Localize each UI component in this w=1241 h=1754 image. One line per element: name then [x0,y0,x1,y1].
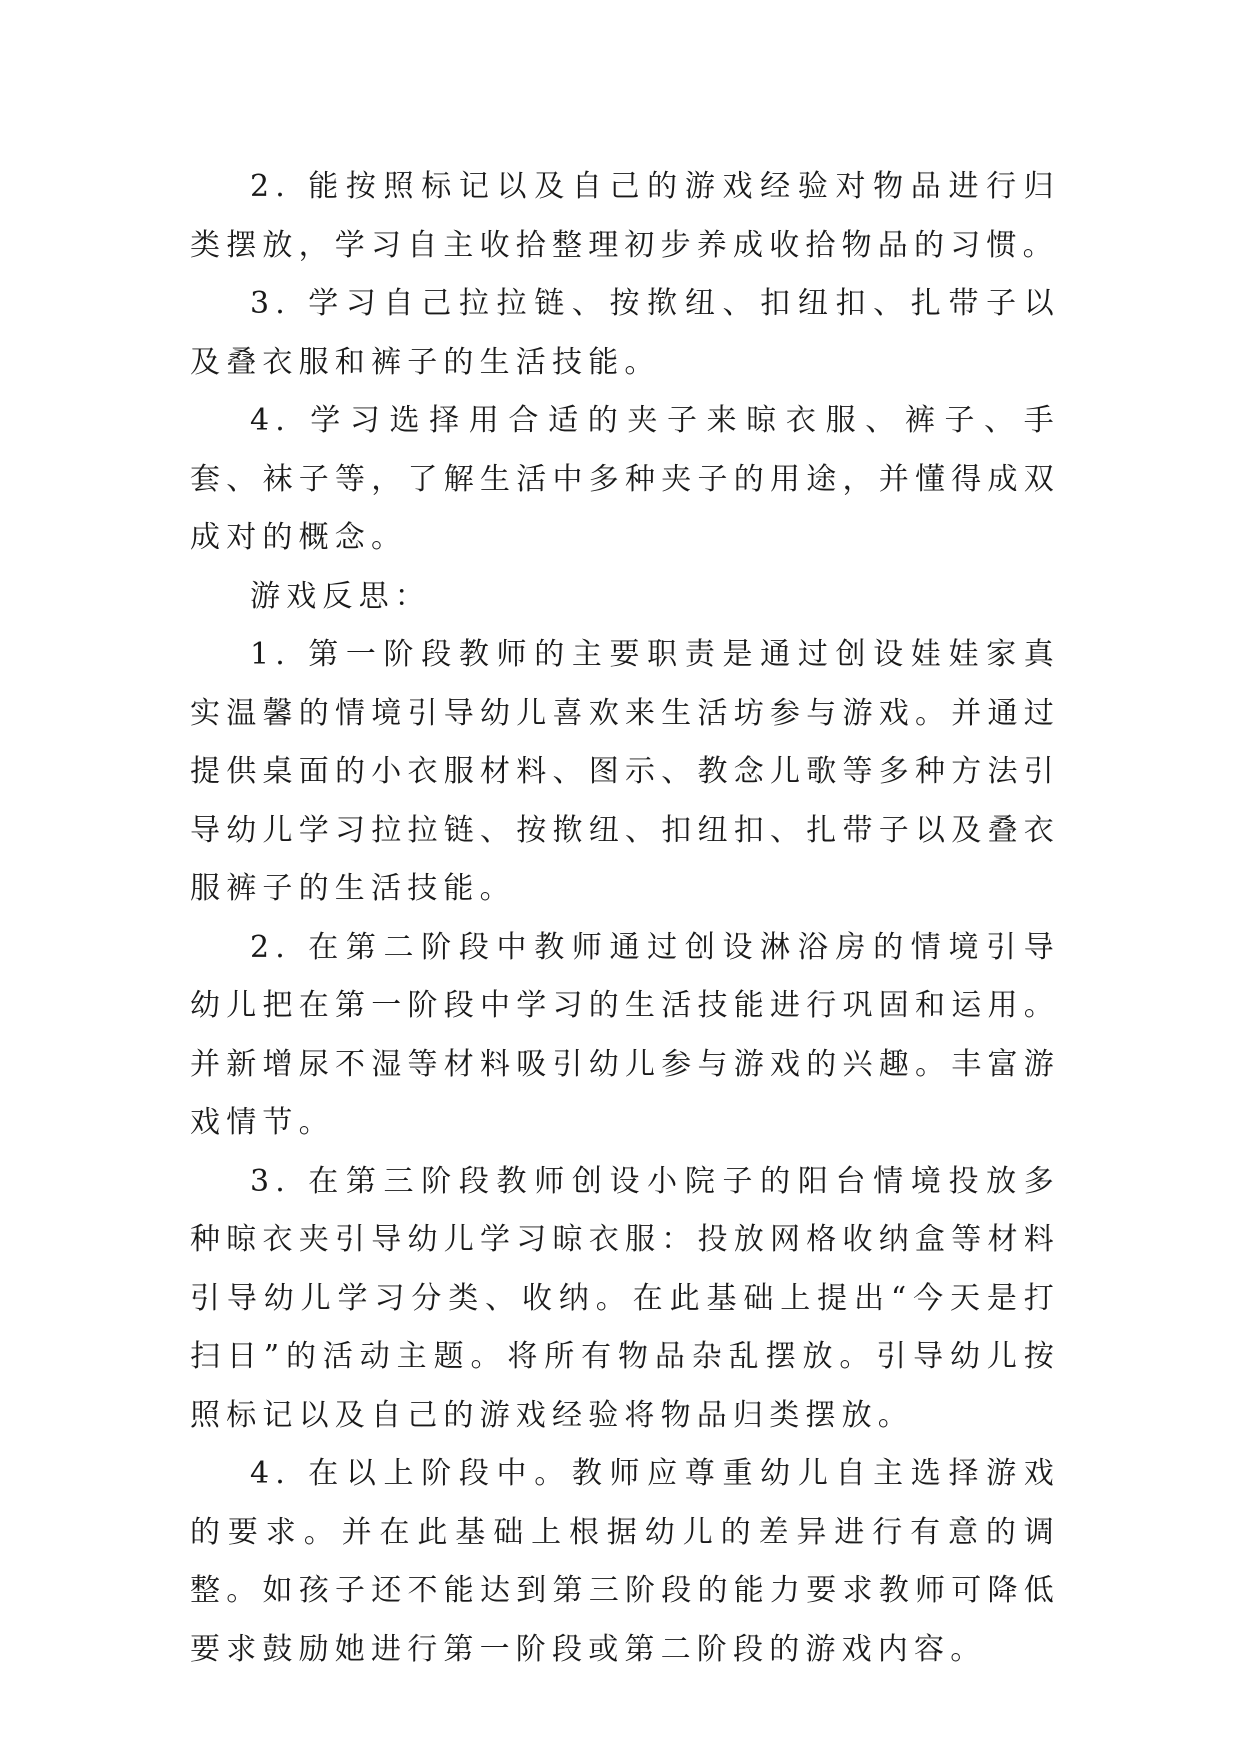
section-heading-reflection: 游戏反思： [250,578,431,614]
document-page [190,158,1060,1679]
paragraph-reflection-2: 2. 在第二阶段中教师通过创设淋浴房的情境引导幼儿把在第一阶段中学习的生活技能进行巩固和运用。并新增尿不湿等材料吸引幼儿参与游戏的兴趣。丰富游戏情节。 [190,929,1060,1140]
paragraph-goal-2: 2. 能按照标记以及自己的游戏经验对物品进行归类摆放，学习自主收拾整理初步养成收拾物品的习惯。 [190,169,1060,263]
paragraph-reflection-3: 3. 在第三阶段教师创设小院子的阳台情境投放多种晾衣夹引导幼儿学习晾衣服：投放网格收纳盒等材料引导幼儿学习分类、收纳。在此基础上提出“今天是打扫日”的活动主题。将所有物品杂乱摆放。引导幼儿按照标记以及自己的游戏经验将物品归类摆放。 [190,1163,1060,1433]
paragraph-goal-4: 4. 学习选择用合适的夹子来晾衣服、裤子、手套、袜子等，了解生活中多种夹子的用途，并懂得成双成对的概念。 [190,403,1060,555]
paragraph-reflection-1: 1. 第一阶段教师的主要职责是通过创设娃娃家真实温馨的情境引导幼儿喜欢来生活坊参与游戏。并通过提供桌面的小衣服材料、图示、教念儿歌等多种方法引导幼儿学习拉拉链、按揿纽、扣纽扣、扎带子以及叠衣服裤子的生活技能。 [190,637,1060,906]
paragraph-goal-3: 3. 学习自己拉拉链、按揿纽、扣纽扣、扎带子以及叠衣服和裤子的生活技能。 [190,286,1060,380]
paragraph-reflection-4: 4. 在以上阶段中。教师应尊重幼儿自主选择游戏的要求。并在此基础上根据幼儿的差异进行有意的调整。如孩子还不能达到第三阶段的能力要求教师可降低要求鼓励她进行第一阶段或第二阶段的游戏内容。 [190,1456,1060,1667]
